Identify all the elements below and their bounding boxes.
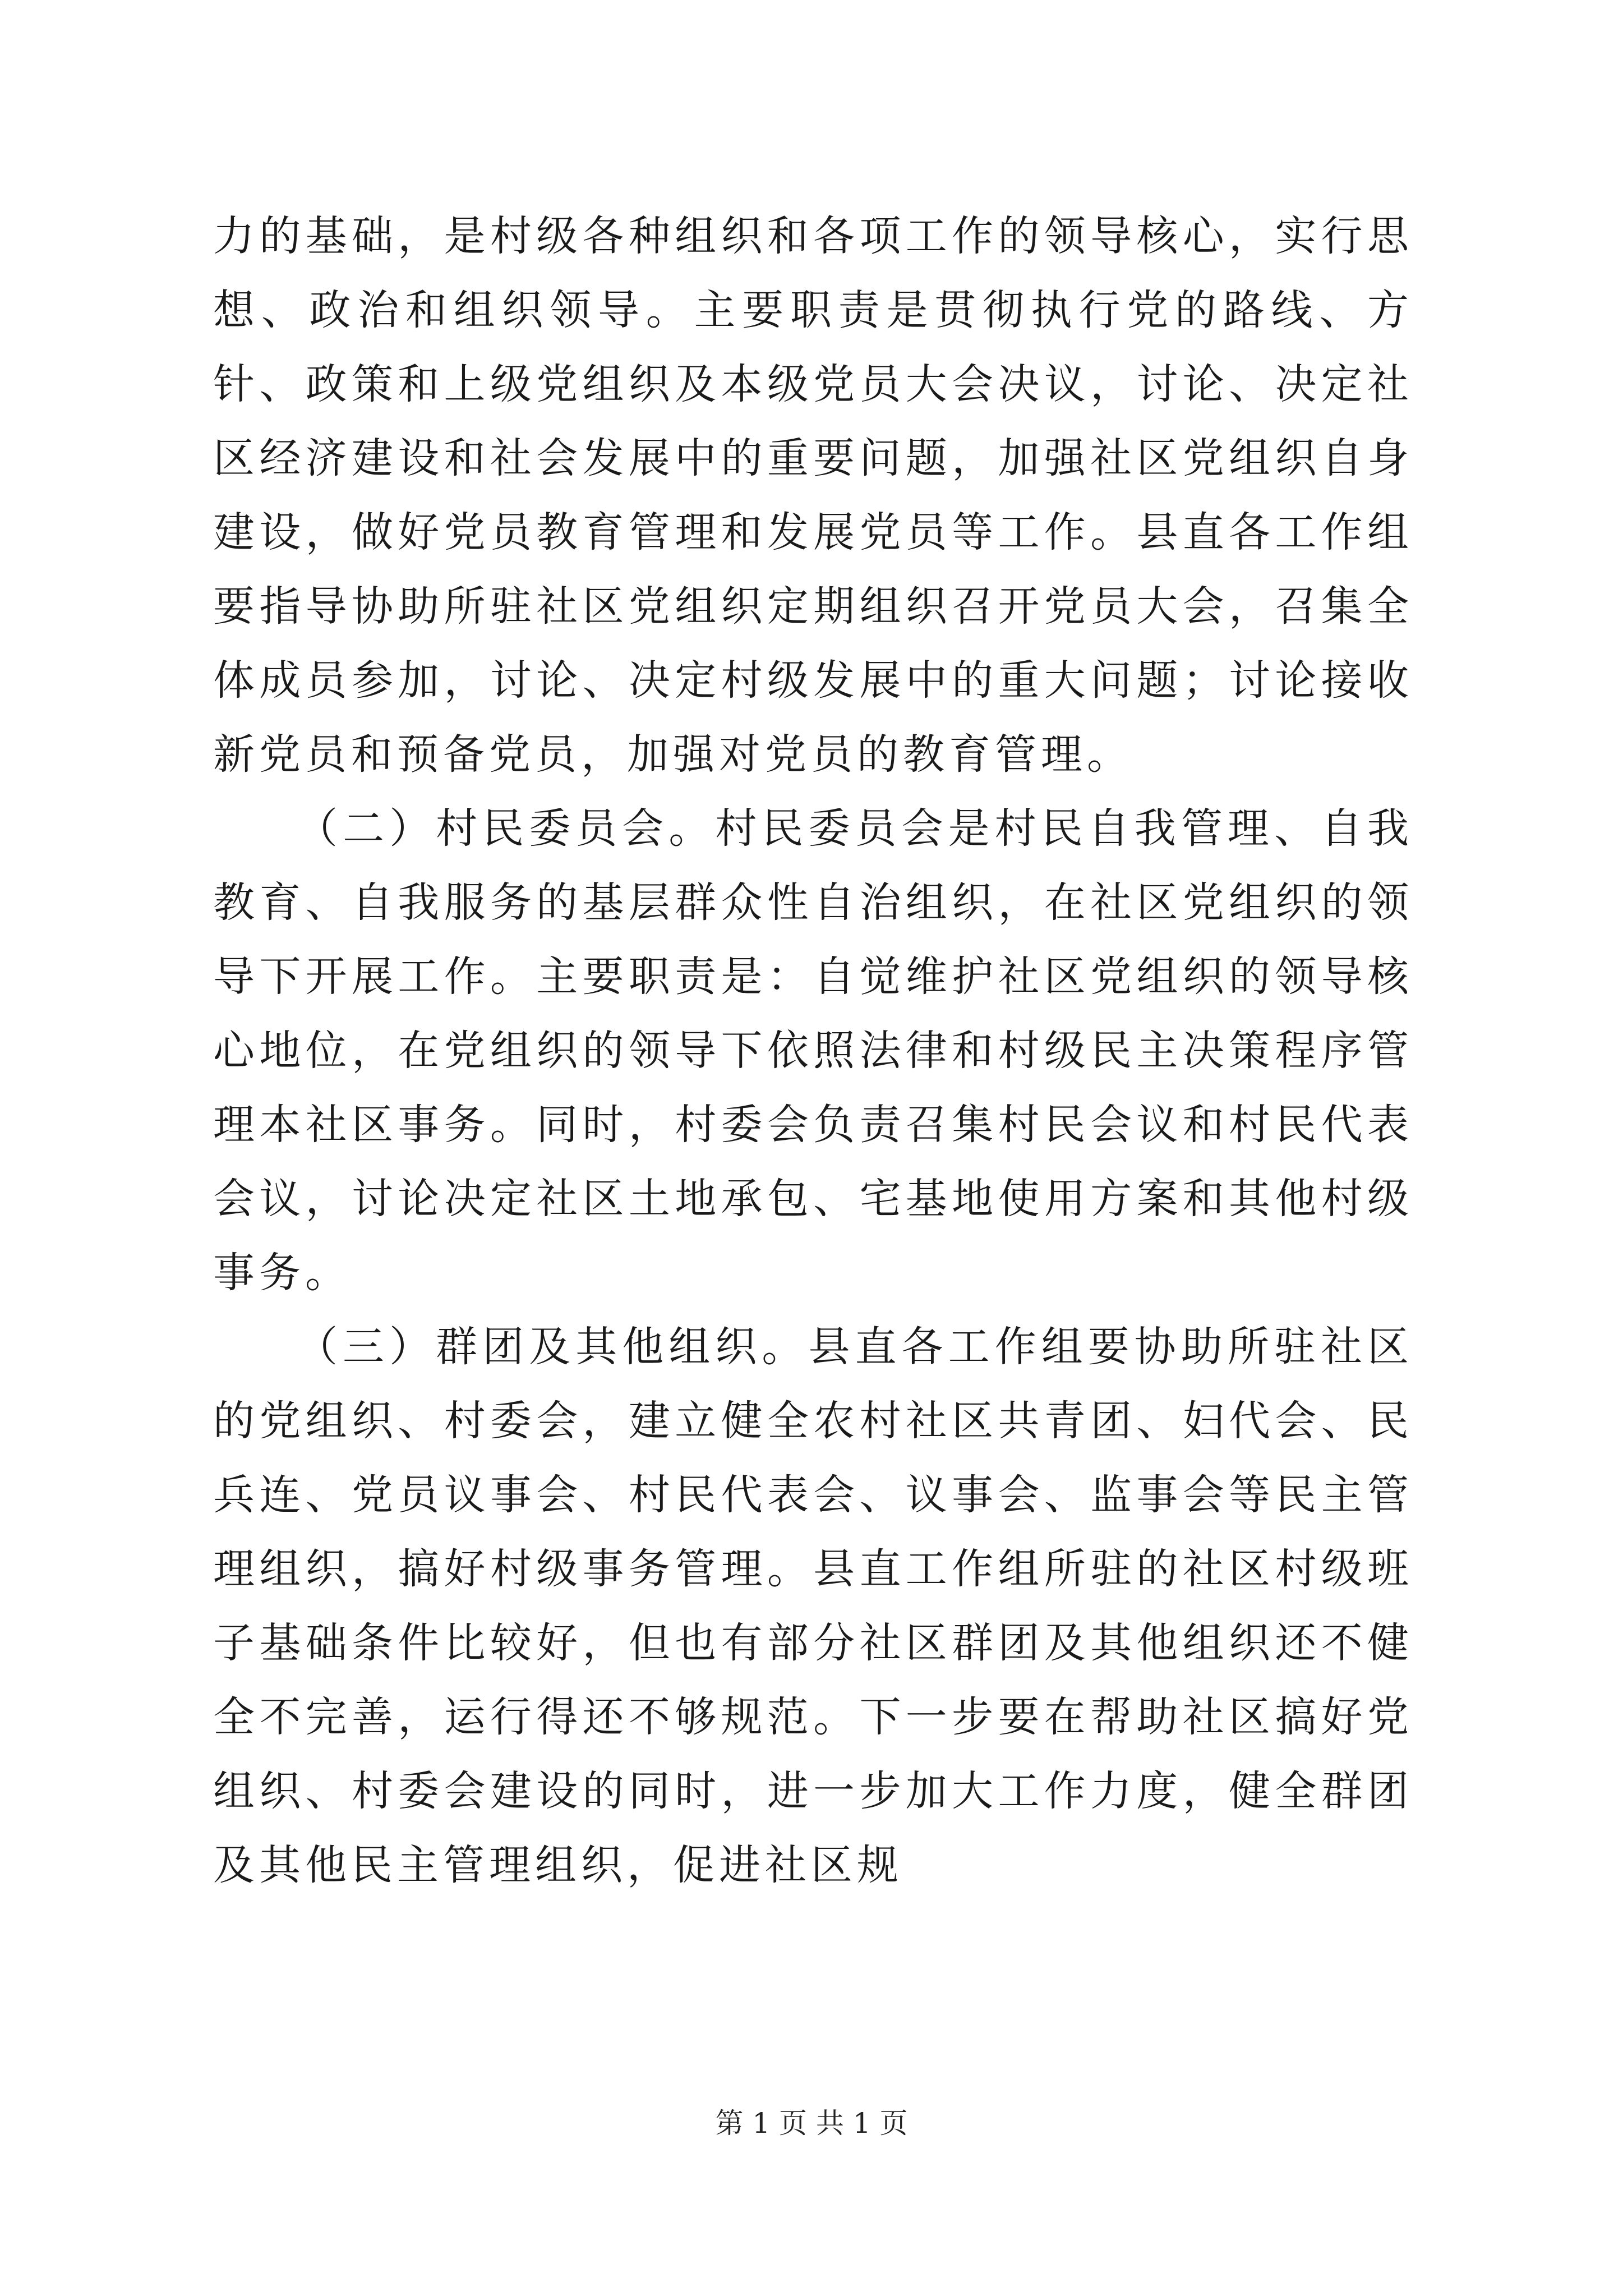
- paragraph-3: （三）群团及其他组织。县直各工作组要协助所驻社区的党组织、村委会，建立健全农村社区共青团、妇代会、民兵连、党员议事会、村民代表会、议事会、监事会等民主管理组织，搞好村级事务管理。县直工作组所驻的社区村级班子基础条件比较好，但也有部分社区群团及其他组织还不健全不完善，运行得还不够规范。下一步要在帮助社区搞好党组织、村委会建设的同时，进一步加大工作力度，健全群团及其他民主管理组织，促进社区规: [213, 1323, 1413, 1889]
- paragraph-2: （二）村民委员会。村民委员会是村民自我管理、自我教育、自我服务的基层群众性自治组织，在社区党组织的领导下开展工作。主要职责是：自觉维护社区党组织的领导核心地位，在党组织的领导下依照法律和村级民主决策程序管理本社区事务。同时，村委会负责召集村民会议和村民代表会议，讨论决定社区土地承包、宅基地使用方案和其他村级事务。: [213, 804, 1413, 1297]
- document-body: [213, 199, 1413, 1902]
- paragraph-1: 力的基础，是村级各种组织和各项工作的领导核心，实行思想、政治和组织领导。主要职责是贯彻执行党的路线、方针、政策和上级党组织及本级党员大会决议，讨论、决定社区经济建设和社会发展中的重要问题，加强社区党组织自身建设，做好党员教育管理和发展党员等工作。县直各工作组要指导协助所驻社区党组织定期组织召开党员大会，召集全体成员参加，讨论、决定村级发展中的重大问题；讨论接收新党员和预备党员，加强对党员的教育管理。: [213, 212, 1413, 779]
- page-footer: 第 1 页 共 1 页: [715, 2107, 908, 2139]
